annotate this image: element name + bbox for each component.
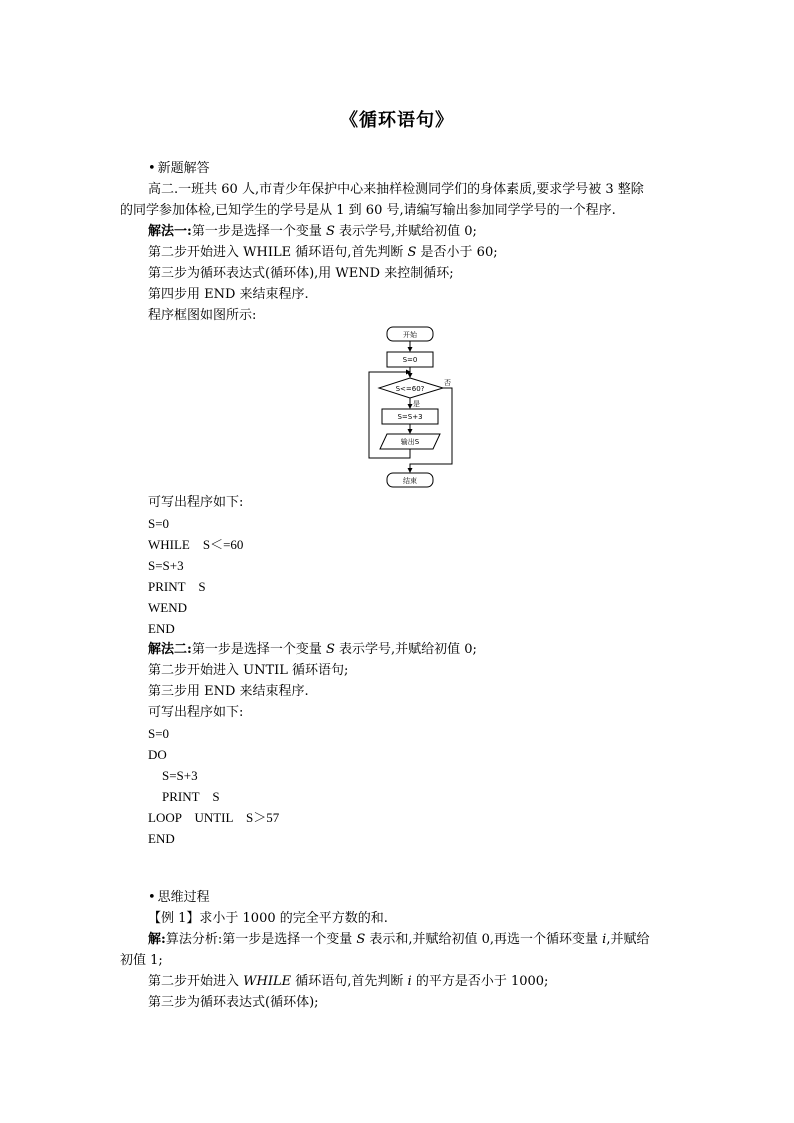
flowchart-init-label: S=0: [402, 356, 418, 364]
flowchart-end-label: 结束: [403, 477, 417, 485]
step-text: 第二步开始进入 WHILE 循环语句,首先判断: [148, 245, 408, 260]
code-line: WHILE S＜=60: [148, 537, 244, 552]
code-line: WEND: [148, 600, 187, 615]
code-line: S=S+3: [148, 558, 184, 573]
code-line: S=0: [148, 726, 170, 741]
method1-step2: [148, 244, 498, 262]
step-text: 表示和,并赋给初值 0,再选一个循环变量: [365, 932, 603, 947]
step-text: 算法分析:第一步是选择一个变量: [165, 932, 357, 947]
solution-label: 解:: [148, 932, 166, 947]
variable: S: [356, 932, 366, 947]
page-title: 《循环语句》: [340, 110, 454, 131]
variable: i: [407, 974, 412, 989]
code-line: DO: [148, 747, 167, 762]
problem-line-2: 的同学参加体检,已知学生的学号是从 1 到 60 号,请编写输出参加同学学号的一个程序.: [120, 203, 616, 218]
code-line: END: [148, 621, 175, 636]
method2-step3: 第三步用 END 来结束程序.: [148, 684, 309, 699]
example1-solution-line1: [148, 931, 649, 949]
flowchart-condition-label: S<=60?: [395, 385, 425, 393]
step-text: 第一步是选择一个变量: [191, 224, 326, 239]
method2-step1: [148, 641, 477, 659]
code-line: END: [148, 831, 175, 846]
problem-line-1: 高二.一班共 60 人,市青少年保护中心来抽样检测同学们的身体素质,要求学号被 3 整除: [148, 182, 644, 197]
variable: S: [325, 224, 335, 239]
variable: i: [602, 932, 607, 947]
flowchart-no-label: 否: [444, 379, 451, 387]
section-thinking-process: [148, 889, 210, 907]
code-line: S=0: [148, 516, 170, 531]
bullet-icon: •: [148, 161, 156, 176]
example1-solution-line2: 初值 1;: [120, 953, 163, 968]
step-text: 第二步开始进入: [148, 974, 244, 989]
code-line: S=S+3: [162, 768, 198, 783]
section-new-problem: [148, 160, 210, 178]
method-label: 解法一:: [148, 224, 192, 239]
step-text: 的平方是否小于 1000;: [411, 974, 549, 989]
step-text: 表示学号,并赋给初值 0;: [334, 642, 477, 657]
step-text: ,并赋给: [606, 932, 650, 947]
section-heading: 思维过程: [157, 890, 210, 905]
code-line: PRINT S: [162, 789, 220, 804]
example1-step2: [148, 973, 548, 991]
flowchart-diagram: [360, 322, 460, 492]
code-line: LOOP UNTIL S＞57: [148, 810, 280, 825]
program-intro: 可写出程序如下:: [148, 705, 244, 720]
variable: S: [325, 642, 335, 657]
flowchart-output-label: 输出S: [400, 438, 420, 446]
flowchart-start-label: 开始: [403, 331, 417, 339]
example-text: 求小于 1000 的完全平方数的和.: [199, 911, 388, 926]
bullet-icon: •: [148, 890, 156, 905]
method1-step3: 第三步为循环表达式(循环体),用 WEND 来控制循环;: [148, 266, 454, 281]
step-text: 第一步是选择一个变量: [191, 642, 326, 657]
method2-step2: 第二步开始进入 UNTIL 循环语句;: [148, 663, 349, 678]
step-text: 循环语句,首先判断: [291, 974, 408, 989]
code-line: PRINT S: [148, 579, 206, 594]
program-intro: 可写出程序如下:: [148, 495, 244, 510]
method-label: 解法二:: [148, 642, 192, 657]
method1-step1: [148, 223, 477, 241]
step-text: 表示学号,并赋给初值 0;: [334, 224, 477, 239]
keyword: WHILE: [243, 974, 292, 989]
example-label: 【例 1】: [148, 911, 200, 926]
method1-step4: 第四步用 END 来结束程序.: [148, 287, 309, 302]
variable: S: [407, 245, 417, 260]
example1-step3: 第三步为循环表达式(循环体);: [148, 995, 319, 1010]
flowchart-process-label: S=S+3: [397, 413, 423, 421]
section-heading: 新题解答: [157, 161, 210, 176]
example1-question: [148, 910, 388, 928]
chart-intro: 程序框图如图所示:: [148, 308, 257, 323]
flowchart-yes-label: 是: [413, 400, 420, 408]
step-text: 是否小于 60;: [416, 245, 498, 260]
